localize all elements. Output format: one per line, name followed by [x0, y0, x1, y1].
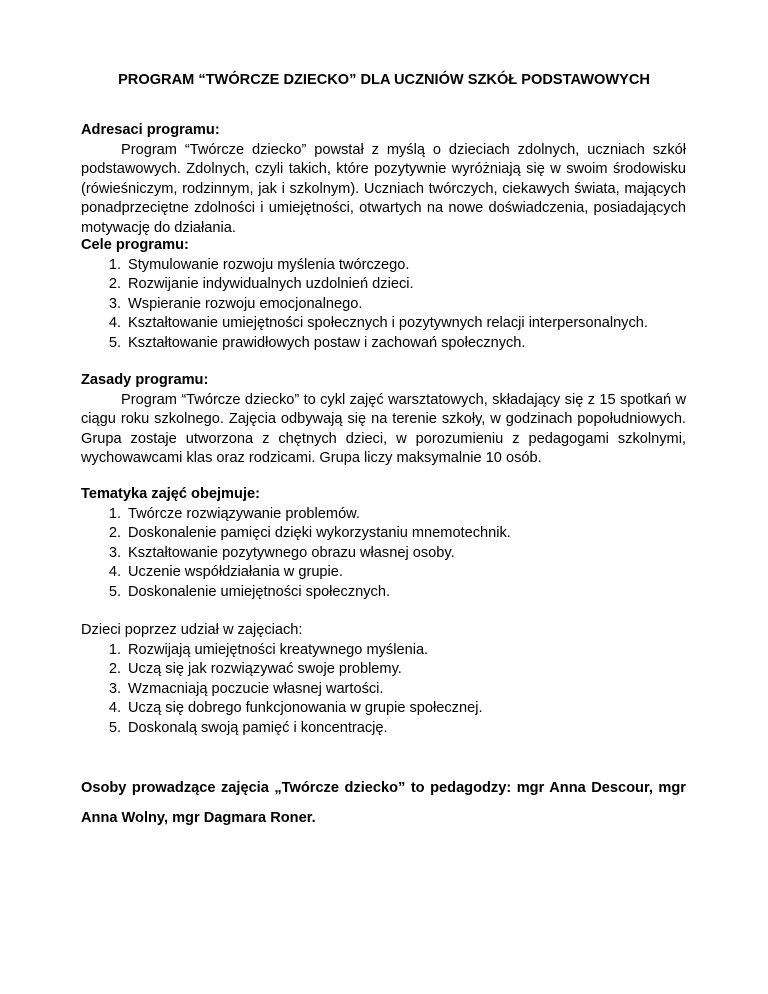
list-item: 2. Doskonalenie pamięci dzięki wykorzystaniu mnemotechnik.: [108, 525, 511, 541]
section-tematyka: [81, 485, 686, 602]
section-heading: Zasady programu:: [81, 372, 209, 388]
section-paragraph: Program “Twórcze dziecko” to cykl zajęć warsztatowych, składający się z 15 spotkań w ciągu roku szkolnego. Zajęcia odbywają się na terenie szkoły, w godzinach popołudniowych. Grupa zostaje utworzona z chętnych dzieci, w porozumieniu z pedagogami szkolnymi, wychowawcami klas oraz rodzicami. Grupa liczy maksymalnie 10 osób.: [81, 391, 686, 466]
section-dzieci: [81, 621, 686, 738]
document-title: PROGRAM “TWÓRCZE DZIECKO” DLA UCZNIÓW SZKÓŁ PODSTAWOWYCH: [118, 72, 650, 88]
section-heading: Tematyka zajęć obejmuje:: [81, 486, 260, 502]
section-zasady: [81, 371, 686, 469]
list-item: 4. Uczenie współdziałania w grupie.: [108, 564, 343, 580]
list-item: 3. Wzmacniają poczucie własnej wartości.: [108, 680, 384, 697]
list-item: 1. Twórcze rozwiązywanie problemów.: [108, 505, 360, 522]
list-item: 5. Doskonalenie umiejętności społecznych.: [108, 583, 391, 600]
list-item: 3. Wspieranie rozwoju emocjonalnego.: [108, 295, 363, 312]
section-adresaci: [81, 121, 686, 238]
list-item: 5. Doskonalą swoją pamięć i koncentrację.: [108, 719, 388, 736]
section-heading: Cele programu:: [81, 237, 189, 253]
instructors-note: Osoby prowadzące zajęcia „Twórcze dziecko” to pedagodzy: mgr Anna Descour, mgr Anna Wolny, mgr Dagmara Roner.: [81, 780, 686, 826]
outcomes-list: [81, 641, 686, 739]
goals-list: [81, 256, 686, 354]
section-paragraph: Program “Twórcze dziecko” powstał z myślą o dzieciach zdolnych, uczniach szkół podstawowych. Zdolnych, czyli takich, które pozytywnie wyróżniają się w swoim środowisku (rówieśniczym, rodzinnym, jak i szkolnym). Uczniach twórczych, ciekawych świata, mających ponadprzeciętne zdolności i umiejętności, otwartych na nowe doświadczenia, posiadających motywację do działania.: [81, 141, 686, 236]
section-heading: Dzieci poprzez udział w zajęciach:: [81, 622, 303, 638]
list-item: 3. Kształtowanie pozytywnego obrazu własnej osoby.: [108, 544, 455, 561]
list-item: 4. Kształtowanie umiejętności społecznych i pozytywnych relacji interpersonalnych.: [108, 315, 648, 331]
section-heading: Adresaci programu:: [81, 122, 220, 138]
section-cele: [81, 236, 686, 353]
list-item: 2. Rozwijanie indywidualnych uzdolnień dzieci.: [108, 276, 414, 292]
list-item: 5. Kształtowanie prawidłowych postaw i zachowań społecznych.: [108, 334, 526, 351]
list-item: 1. Stymulowanie rozwoju myślenia twórczego.: [108, 256, 410, 273]
list-item: 4. Uczą się dobrego funkcjonowania w grupie społecznej.: [108, 700, 483, 716]
list-item: 1. Rozwijają umiejętności kreatywnego myślenia.: [108, 641, 429, 658]
list-item: 2. Uczą się jak rozwiązywać swoje problemy.: [108, 661, 402, 677]
topics-list: [81, 505, 686, 603]
